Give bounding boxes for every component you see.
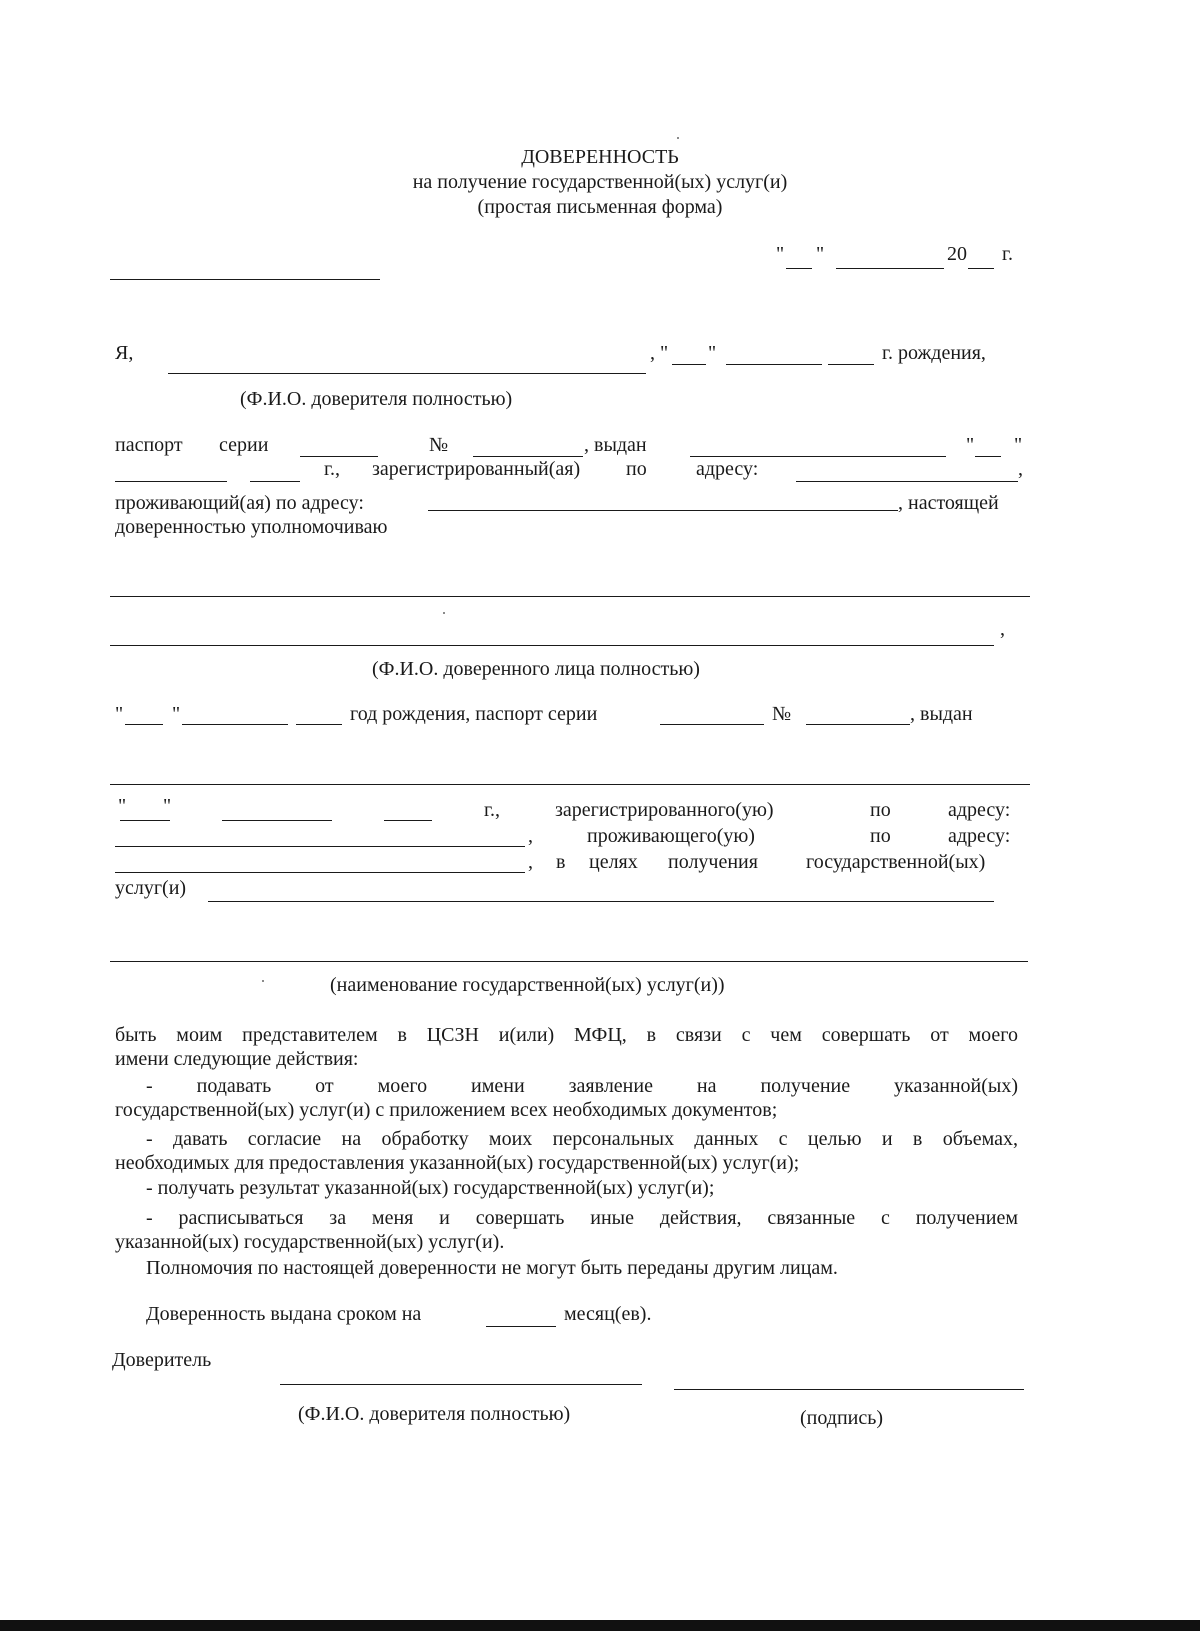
agent-issue-day-blank[interactable] (120, 820, 170, 821)
agent-issue-quote-open: " (118, 795, 127, 817)
signature-sign-caption: (подпись) (800, 1407, 884, 1429)
principal-birth-month-blank[interactable] (726, 364, 822, 365)
services-blank-2[interactable] (110, 961, 1028, 962)
agent-registered-po: по (870, 799, 891, 821)
registered-label: зарегистрированный(ая) (372, 458, 581, 480)
agent-passport-number-blank[interactable] (806, 724, 910, 725)
agent-name-blank-1[interactable] (110, 596, 1030, 597)
principal-name-blank[interactable] (168, 373, 646, 374)
passport-number-label: № (429, 434, 449, 456)
agent-issue-year-blank[interactable] (384, 820, 432, 821)
passport-series-label: серии (219, 434, 269, 456)
scan-speck (443, 612, 445, 614)
body-paragraph-line-2: имени следующие действия: (115, 1048, 359, 1070)
agent-issue-month-blank[interactable] (222, 820, 332, 821)
term-prefix: Доверенность выдана сроком на (146, 1303, 422, 1325)
action-3: - получать результат указанной(ых) государственной(ых) услуг(и); (146, 1177, 715, 1199)
action-1-line-1: - подавать от моего имени заявление на получение указанной(ых) (146, 1075, 1018, 1097)
scan-speck (262, 980, 264, 982)
document-subtitle: на получение государственной(ых) услуг(и) (412, 171, 788, 193)
living-address-label: проживающий(ая) по адресу: (115, 492, 364, 514)
purpose-word-4: государственной(ых) (806, 851, 986, 873)
agent-registered-label: зарегистрированного(ую) (555, 799, 774, 821)
purpose-word-1: в (556, 851, 566, 873)
signature-name-caption: (Ф.И.О. доверителя полностью) (298, 1403, 571, 1425)
principal-birth-label: г. рождения, (882, 342, 986, 364)
action-4-line-2: указанной(ых) государственной(ых) услуг(и). (115, 1231, 505, 1253)
services-label: услуг(и) (115, 877, 187, 899)
agent-passport-series-blank[interactable] (660, 724, 764, 725)
passport-issue-month-blank[interactable] (115, 481, 227, 482)
agent-birth-quote-open: " (115, 703, 124, 725)
date-day-blank[interactable] (786, 268, 812, 269)
services-caption: (наименование государственной(ых) услуг(и)) (330, 974, 725, 996)
services-blank-1[interactable] (208, 901, 994, 902)
living-address-blank[interactable] (428, 510, 898, 511)
agent-living-label: проживающего(ую) (587, 825, 755, 847)
principal-i: Я, (115, 342, 134, 364)
term-months-blank[interactable] (486, 1326, 556, 1327)
date-year-prefix: 20 (947, 243, 967, 265)
date-year-suffix: г. (1002, 243, 1013, 265)
agent-registration-address-blank[interactable] (115, 846, 525, 847)
agent-birth-month-blank[interactable] (182, 724, 288, 725)
agent-living-address-blank[interactable] (115, 872, 525, 873)
passport-issued-label: , выдан (584, 434, 647, 456)
body-paragraph-line-1: быть моим представителем в ЦСЗН и(или) МФЦ, в связи с чем совершать от моего (115, 1024, 1018, 1046)
agent-living-address-label: адресу: (948, 825, 1011, 847)
agent-birth-day-blank[interactable] (125, 724, 163, 725)
authorize-label: доверенностью уполномочиваю (115, 516, 388, 538)
agent-registration-comma: , (528, 825, 533, 847)
agent-name-comma: , (1000, 618, 1005, 640)
principal-quote: " (708, 342, 717, 364)
signature-principal-label: Доверитель (112, 1349, 212, 1371)
principal-name-caption: (Ф.И.О. доверителя полностью) (240, 388, 513, 410)
place-blank[interactable] (110, 279, 380, 280)
date-month-blank[interactable] (836, 268, 944, 269)
passport-issue-day-blank[interactable] (975, 456, 1001, 457)
registration-address-blank[interactable] (796, 481, 1018, 482)
powers-statement: Полномочия по настоящей доверенности не могут быть переданы другим лицам. (146, 1257, 838, 1279)
agent-birth-label: год рождения, паспорт серии (350, 703, 598, 725)
date-year-blank[interactable] (968, 268, 994, 269)
passport-issue-year-blank[interactable] (250, 481, 300, 482)
passport-year-suffix: г., (324, 458, 340, 480)
passport-date-quote-open: " (966, 434, 975, 456)
agent-name-blank-2[interactable] (110, 645, 994, 646)
agent-registered-address-label: адресу: (948, 799, 1011, 821)
registration-comma: , (1018, 458, 1023, 480)
signature-name-blank[interactable] (280, 1384, 642, 1385)
agent-passport-number-label: № (772, 703, 792, 725)
principal-birth-day-blank[interactable] (672, 364, 706, 365)
document-title: ДОВЕРЕННОСТЬ (521, 146, 679, 168)
date-close-quote: " (816, 243, 825, 265)
term-suffix: месяц(ев). (564, 1303, 652, 1325)
agent-living-comma: , (528, 851, 533, 873)
agent-issuer-blank[interactable] (110, 784, 1030, 785)
present-label: , настоящей (898, 492, 999, 514)
action-2-line-1: - давать согласие на обработку моих персональных данных с целью и в объемах, (146, 1128, 1018, 1150)
action-2-line-2: необходимых для предоставления указанной(ых) государственной(ых) услуг(и); (115, 1152, 800, 1174)
agent-issued-label: , выдан (910, 703, 973, 725)
agent-birth-quote-close: " (172, 703, 181, 725)
agent-living-po: по (870, 825, 891, 847)
passport-label: паспорт (115, 434, 183, 456)
agent-issue-quote-close: " (163, 795, 172, 817)
principal-birth-year-blank[interactable] (828, 364, 874, 365)
registered-po: по (626, 458, 647, 480)
document-form-type: (простая письменная форма) (477, 196, 723, 218)
purpose-word-3: получения (668, 851, 758, 873)
signature-sign-blank[interactable] (674, 1389, 1024, 1390)
scan-bottom-edge (0, 1620, 1200, 1631)
registered-address-label: адресу: (696, 458, 759, 480)
date-open-quote: " (776, 243, 785, 265)
purpose-word-2: целях (589, 851, 638, 873)
action-4-line-1: - расписываться за меня и совершать иные действия, связанные с получением (146, 1207, 1018, 1229)
agent-birth-year-blank[interactable] (296, 724, 342, 725)
scan-speck (677, 137, 679, 139)
passport-date-quote-close: " (1014, 434, 1023, 456)
agent-name-caption: (Ф.И.О. доверенного лица полностью) (372, 658, 700, 680)
action-1-line-2: государственной(ых) услуг(и) с приложением всех необходимых документов; (115, 1099, 778, 1121)
agent-year-suffix: г., (484, 799, 500, 821)
principal-comma-quote: , " (650, 342, 669, 364)
